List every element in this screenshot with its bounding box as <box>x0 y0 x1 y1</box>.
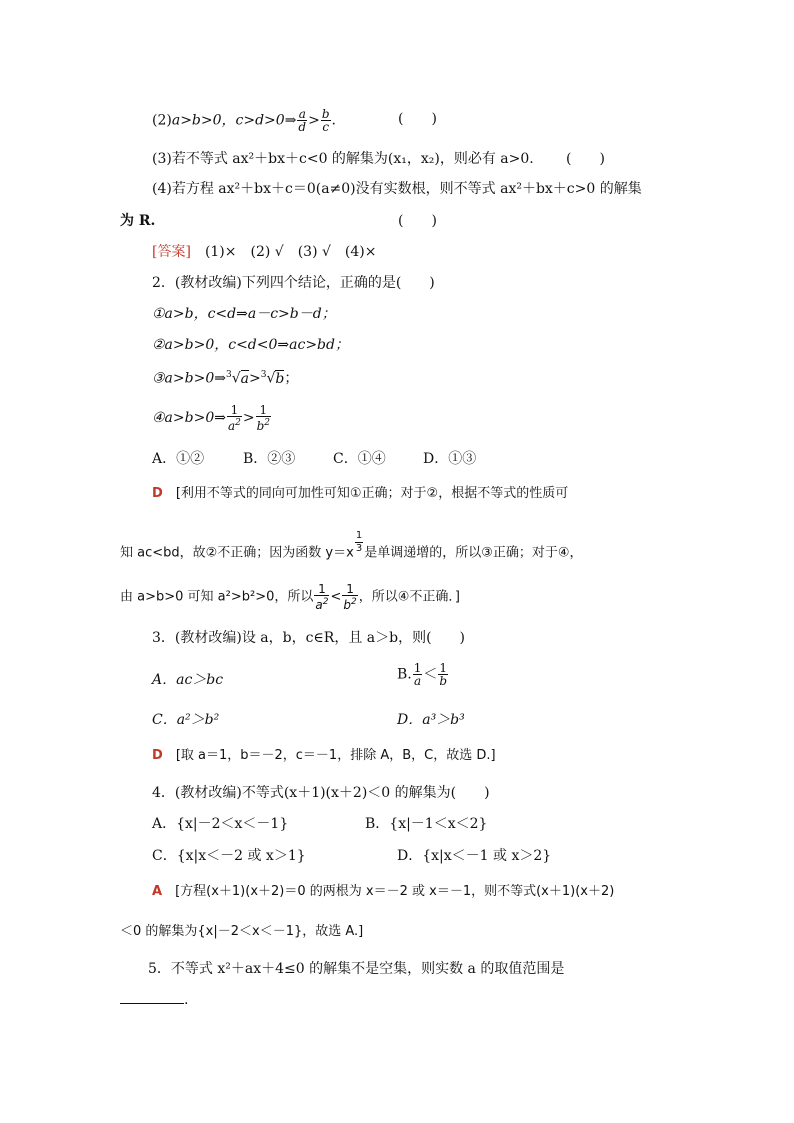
question-1-2: (2)a>b>0，c>d>0⇒ $\frac{a}{d}$ > $\frac{b}{c}$ . <box>152 107 336 134</box>
question-5: 5．不等式 x²＋ax＋4≤0 的解集不是空集，则实数 a 的取值范围是 <box>148 961 565 977</box>
choice-4a: A．{x|－2＜x＜－1} <box>152 816 289 832</box>
choice-4b: B．{x|－1＜x＜2} <box>365 816 488 832</box>
choice-4d: D．{x|x＜－1 或 x＞2} <box>397 848 552 864</box>
answer-2-line2: 知 ac<bd，故②不正确；因为函数 y＝x $\frac{1}{3}$ 是单调递增的，所以③正确；对于④， <box>120 530 583 561</box>
answer-2-line1: D [利用不等式的同向可加性可知①正确；对于②，根据不等式的性质可 <box>152 486 569 501</box>
statement-1: ①a>b，c<d⇒a－c>b－d； <box>152 306 336 322</box>
choice-2b: B．②③ <box>243 451 296 467</box>
question-5-blank: . <box>120 991 188 1009</box>
answer-paren-3: ( ) <box>566 151 605 167</box>
statement-2: ②a>b>0，c<d<0⇒ac>bd； <box>152 337 349 353</box>
answer-4-line1: A [方程(x＋1)(x＋2)＝0 的两根为 x＝－2 或 x＝－1，则不等式(x＋1)(x＋2) <box>152 884 615 899</box>
choice-2a: A．①② <box>152 451 205 467</box>
choice-2c: C．①④ <box>333 451 386 467</box>
question-1-3: (3)若不等式 ax²＋bx＋c<0 的解集为(x₁，x₂)，则必有 a>0. <box>152 151 534 167</box>
choice-3b: B. $\frac{1}{a}$ ＜ $\frac{1}{b}$ <box>397 661 448 688</box>
answer-paren-2: ( ) <box>398 111 437 127</box>
choice-3a: A．ac＞bc <box>152 672 224 688</box>
choice-2d: D．①③ <box>423 451 477 467</box>
fraction-b-over-c: $\frac{b}{c}$ <box>321 107 330 134</box>
question-2-stem: 2．(教材改编)下列四个结论，正确的是( ) <box>152 275 435 291</box>
answer-2-line3: 由 a>b>0 可知 a²>b²>0，所以 $\frac{1}{a^2}$ < $\frac{1}{b^2}$ ，所以④不正确．] <box>120 582 460 612</box>
fraction-a-over-d: $\frac{a}{d}$ <box>298 107 307 134</box>
question-1-4-line2: 为 R. <box>120 213 156 229</box>
answer-paren-4: ( ) <box>398 213 437 229</box>
answer-4-line2: ＜0 的解集为{x|－2＜x＜－1}，故选 A.] <box>120 924 364 939</box>
answer-3: D [取 a＝1，b＝－2，c＝－1，排除 A，B，C，故选 D.] <box>152 748 496 763</box>
choice-3c: C．a²＞b² <box>152 712 220 728</box>
statement-4: ④a>b>0⇒ $\frac{1}{a^2}$ > $\frac{1}{b^2}$ <box>152 403 271 433</box>
answer-blank[interactable] <box>120 991 184 1004</box>
question-4-stem: 4．(教材改编)不等式(x＋1)(x＋2)＜0 的解集为( ) <box>152 785 490 801</box>
choice-4c: C．{x|x＜－2 或 x＞1} <box>152 848 306 864</box>
answer-1: [答案] (1)× (2) √ (3) √ (4)× <box>152 244 377 260</box>
question-3-stem: 3．(教材改编)设 a，b，c∈R，且 a＞b，则( ) <box>152 630 466 646</box>
question-1-4-line1: (4)若方程 ax²＋bx＋c＝0(a≠0)没有实数根，则不等式 ax²＋bx＋c>0 的解集 <box>152 181 642 197</box>
statement-3: ③a>b>0⇒$^3$√a>$^3$√b； <box>152 370 299 387</box>
choice-3d: D．a³＞b³ <box>397 712 465 728</box>
